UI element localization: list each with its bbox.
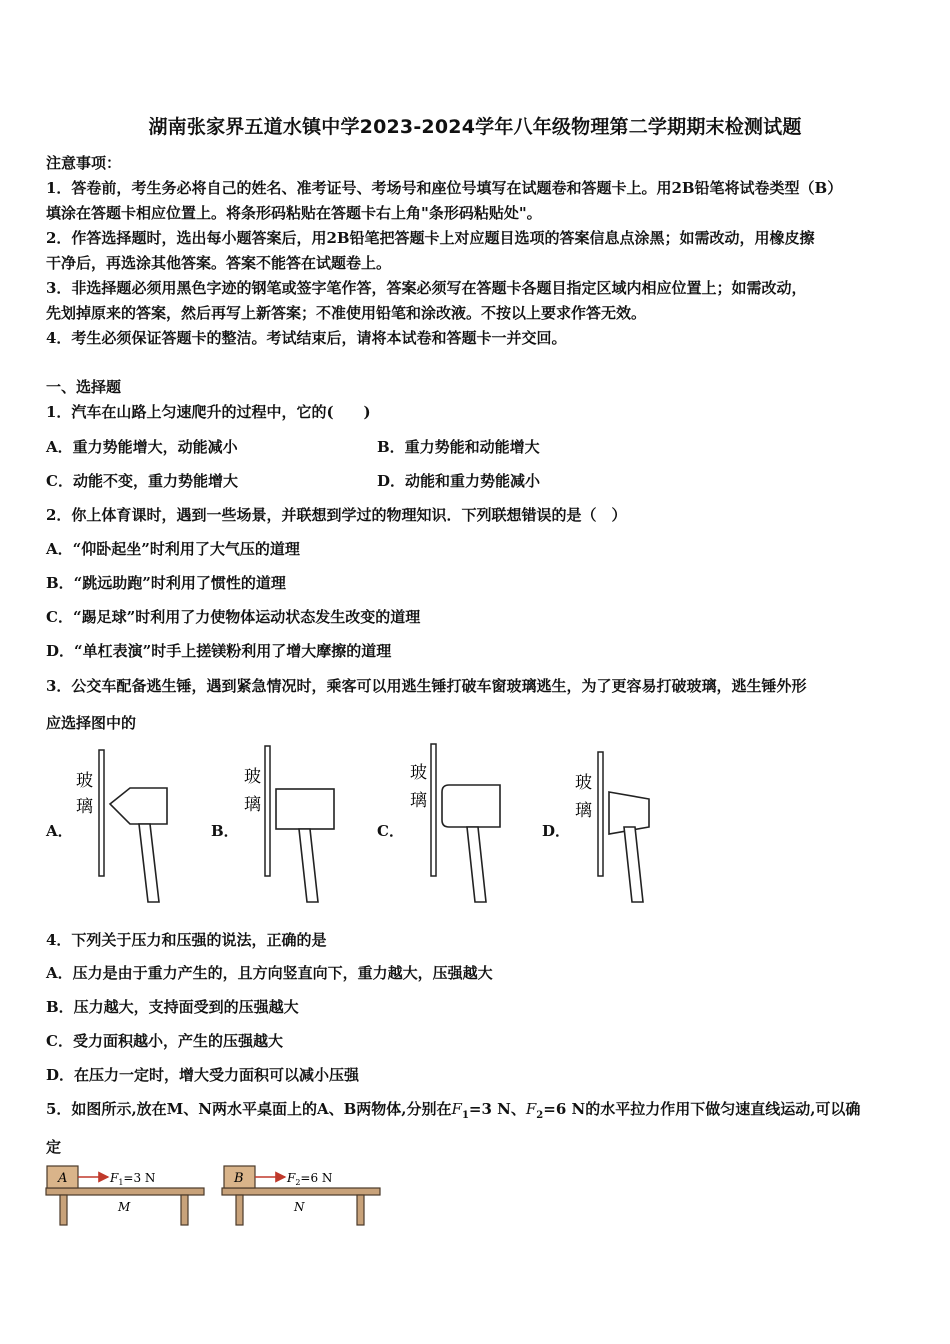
table-m-leg [60, 1195, 67, 1225]
hammer-handle [624, 827, 643, 902]
hammer-figure-a [70, 742, 180, 907]
hammer-handle [299, 829, 318, 902]
glass-pane [99, 750, 104, 876]
glass-label: 玻 [244, 767, 261, 787]
hammer-figure-c [402, 742, 512, 907]
hammer-handle [139, 824, 159, 902]
question-5-stem-text: 5．如图所示,放在M、N两水平桌面上的A、B两物体,分别在 [46, 1100, 452, 1118]
glass-label: 玻 [410, 763, 427, 783]
question-5-stem [46, 1098, 860, 1121]
table-n-label: N [294, 1200, 305, 1214]
force-1-subscript: 1 [118, 1178, 124, 1187]
question-4-option-d: D．在压力一定时，增大受力面积可以减小压强 [46, 1066, 360, 1084]
glass-pane [598, 752, 603, 876]
block-b-label: B [234, 1171, 244, 1186]
question-4-option-c: C．受力面积越小，产生的压强越大 [46, 1032, 283, 1050]
force-2-subscript: 2 [295, 1178, 301, 1187]
notice-line: 1．答卷前，考生务必将自己的姓名、准考证号、考场号和座位号填写在试题卷和答题卡上。用2B铅笔将试卷类型（B） [46, 179, 843, 197]
question-5-stem-cont: 定 [46, 1138, 62, 1156]
tables-figure [44, 1160, 384, 1232]
notice-line: 先划掉原来的答案，然后再写上新答案；不准使用铅笔和涂改液。不按以上要求作答无效。 [46, 304, 647, 322]
question-1-option-b: B．重力势能和动能增大 [377, 438, 540, 456]
hammer-head-flat [276, 789, 334, 829]
section-heading: 一、选择题 [46, 378, 122, 396]
page-title: 湖南张家界五道水镇中学2023-2024学年八年级物理第二学期期末检测试题 [148, 116, 802, 138]
glass-label: 璃 [575, 801, 592, 821]
force-2-value: =6 N [300, 1171, 333, 1185]
glass-label: 玻 [76, 771, 93, 791]
notice-line: 2．作答选择题时，选出每小题答案后，用2B铅笔把答题卡上对应题目选项的答案信息点涂黑；如需改动，用橡皮擦 [46, 229, 815, 247]
force-value: =3 N、 [468, 1100, 526, 1118]
force-2-label [286, 1171, 332, 1187]
glass-label: 璃 [410, 791, 427, 811]
hammer-figure-b [236, 742, 346, 907]
block-a-label: A [58, 1171, 68, 1186]
question-2-option-a: A．“仰卧起坐”时利用了大气压的道理 [46, 540, 300, 558]
question-1-option-a: A．重力势能增大，动能减小 [46, 438, 238, 456]
question-4-stem: 4．下列关于压力和压强的说法，正确的是 [46, 931, 327, 949]
table-m-top [46, 1188, 204, 1195]
q3-label-a: A． [46, 822, 73, 840]
table-n-top [222, 1188, 380, 1195]
hammer-figure-d [567, 742, 677, 907]
glass-label: 玻 [575, 773, 592, 793]
question-1-option-c: C．动能不变，重力势能增大 [46, 472, 238, 490]
question-4-option-a: A．压力是由于重力产生的，且方向竖直向下，重力越大，压强越大 [46, 964, 493, 982]
hammer-handle [467, 827, 486, 902]
q3-label-b: B． [211, 822, 239, 840]
force-subscript: 1 [461, 1110, 469, 1121]
table-n-leg [357, 1195, 364, 1225]
notice-line: 4．考生必须保证答题卡的整洁。考试结束后，请将本试卷和答题卡一并交回。 [46, 329, 567, 347]
force-subscript: 2 [536, 1110, 544, 1121]
glass-pane [431, 744, 436, 876]
question-2-option-c: C．“踢足球”时利用了力使物体运动状态发生改变的道理 [46, 608, 421, 626]
force-1-label [109, 1171, 155, 1187]
question-4-option-b: B．压力越大，支持面受到的压强越大 [46, 998, 299, 1016]
hammer-head-pointed [110, 788, 167, 824]
question-3-stem-cont: 应选择图中的 [46, 714, 137, 732]
force-2-symbol: F [287, 1171, 296, 1185]
question-1-option-d: D．动能和重力势能减小 [377, 472, 541, 490]
notice-heading: 注意事项： [46, 154, 122, 172]
notice-line: 3．非选择题必须用黑色字迹的钢笔或签字笔作答，答案必须写在答题卡各题目指定区域内相应位置上；如需改动， [46, 279, 807, 297]
table-n-leg [236, 1195, 243, 1225]
notice-line: 干净后，再选涂其他答案。答案不能答在试题卷上。 [46, 254, 392, 272]
force-symbol: F [525, 1100, 537, 1118]
hammer-head-rounded [442, 785, 500, 827]
question-2-option-d: D．“单杠表演”时手上搓镁粉利用了增大摩擦的道理 [46, 642, 392, 660]
question-2-option-b: B．“跳远助跑”时利用了惯性的道理 [46, 574, 286, 592]
question-2-stem: 2．你上体育课时，遇到一些场景，并联想到学过的物理知识．下列联想错误的是（ ） [46, 506, 627, 524]
question-3-stem: 3．公交车配备逃生锤，遇到紧急情况时，乘客可以用逃生锤打破车窗玻璃逃生，为了更容易打破玻璃，逃生锤外形 [46, 677, 807, 695]
q3-label-d: D． [542, 822, 571, 840]
glass-label: 璃 [244, 795, 261, 815]
force-symbol: F [451, 1100, 462, 1118]
question-1-stem: 1．汽车在山路上匀速爬升的过程中，它的( ) [46, 403, 371, 421]
table-m-label: M [118, 1200, 131, 1214]
force-1-symbol: F [110, 1171, 119, 1185]
notice-line: 填涂在答题卡相应位置上。将条形码粘贴在答题卡右上角"条形码粘贴处"。 [46, 204, 542, 222]
question-5-stem-text: =6 N的水平拉力作用下做匀速直线运动,可以确 [543, 1100, 861, 1118]
glass-label: 璃 [76, 797, 93, 817]
glass-pane [265, 746, 270, 876]
table-m-leg [181, 1195, 188, 1225]
force-1-value: =3 N [123, 1171, 156, 1185]
q3-label-c: C． [377, 822, 404, 840]
